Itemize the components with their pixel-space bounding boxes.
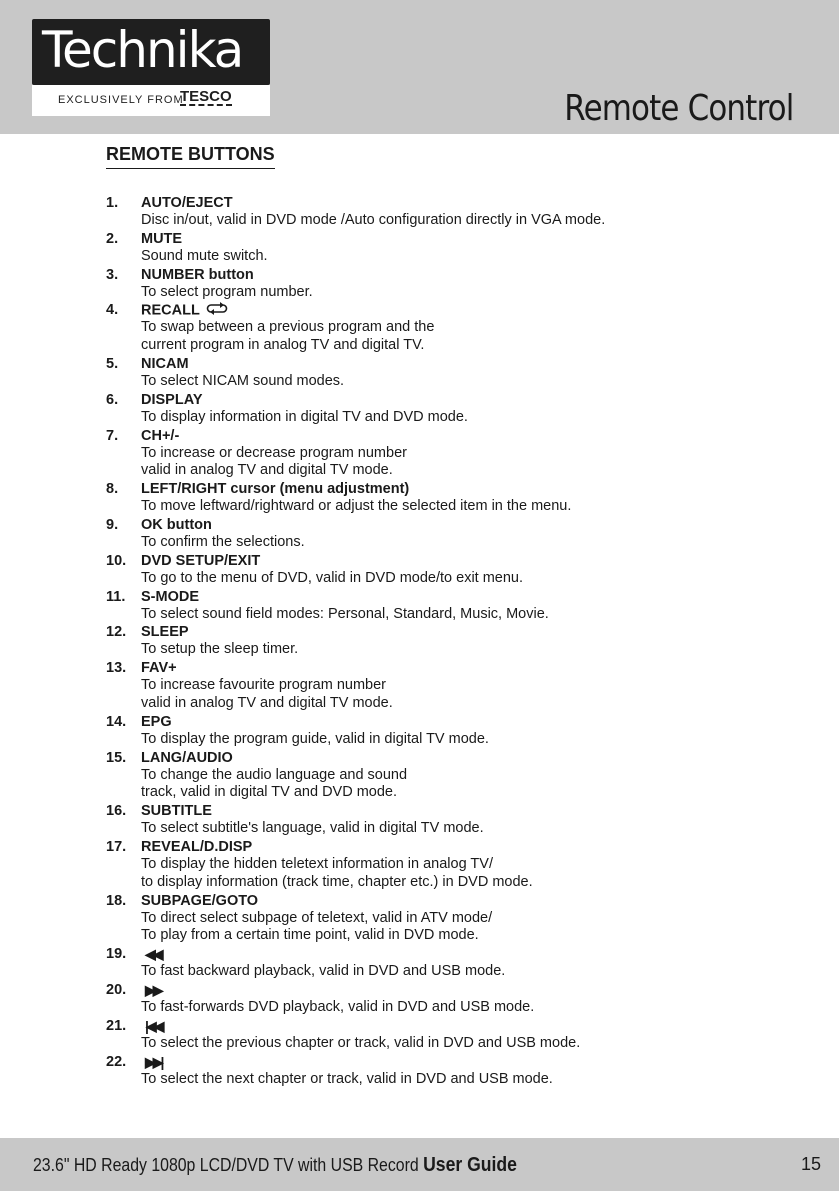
- item-description: To fast backward playback, valid in DVD and USB mode.: [141, 963, 506, 980]
- fast-forward-icon: ▶▶: [145, 981, 161, 998]
- item-number: 21.: [106, 1017, 127, 1034]
- item-title-row: [106, 194, 806, 212]
- item-name: [141, 266, 254, 284]
- item-name-text: RECALL: [141, 302, 200, 319]
- item-description: to display information (track time, chapter etc.) in DVD mode.: [141, 873, 533, 890]
- technika-logo: [32, 19, 270, 116]
- item-number: 18.: [106, 892, 127, 909]
- item-name: [141, 355, 189, 373]
- list-item: [106, 1053, 806, 1089]
- item-description: To direct select subpage of teletext, valid in ATV mode/: [141, 909, 493, 926]
- item-description: To select subtitle's language, valid in digital TV mode.: [141, 820, 484, 837]
- item-number: 17.: [106, 838, 127, 855]
- item-description: To setup the sleep timer.: [141, 641, 299, 658]
- item-description: To play from a certain time point, valid in DVD mode.: [141, 927, 479, 944]
- list-item: [106, 355, 806, 391]
- item-description: valid in analog TV and digital TV mode.: [141, 694, 393, 711]
- item-name-text: MUTE: [141, 230, 183, 247]
- item-title-row: [106, 802, 806, 820]
- item-title-row: [106, 230, 806, 248]
- item-name: [141, 623, 189, 641]
- item-name-text: EPG: [141, 713, 172, 730]
- next-chapter-icon: ▶▶|: [145, 1053, 162, 1070]
- item-title-row: [106, 623, 806, 641]
- logo-retailer-text: TESCO: [180, 88, 232, 105]
- item-number: 19.: [106, 946, 127, 963]
- item-name-text: LEFT/RIGHT cursor (menu adjustment): [141, 481, 410, 498]
- page-number: 15: [800, 1154, 821, 1174]
- item-name: [141, 194, 233, 212]
- item-description: To select the next chapter or track, valid in DVD and USB mode.: [141, 1070, 553, 1087]
- list-item: [106, 838, 806, 892]
- item-description: To go to the menu of DVD, valid in DVD mode/to exit menu.: [141, 569, 524, 586]
- list-item: [106, 623, 806, 659]
- item-description: To select program number.: [141, 283, 313, 300]
- item-description: Sound mute switch.: [141, 247, 268, 264]
- item-number: 13.: [106, 660, 127, 677]
- list-item: [106, 588, 806, 624]
- item-title-row: [106, 749, 806, 767]
- item-description: To move leftward/rightward or adjust the selected item in the menu.: [141, 498, 572, 515]
- item-title-row: [106, 659, 806, 677]
- item-name: [141, 427, 179, 445]
- item-number: 12.: [106, 624, 127, 641]
- item-title-row: [106, 427, 806, 445]
- list-item: [106, 516, 806, 552]
- item-number: 2.: [106, 230, 119, 247]
- item-number: 4.: [106, 302, 119, 319]
- item-title-row: [106, 713, 806, 731]
- item-name: [141, 230, 182, 248]
- item-title-row: [106, 480, 806, 498]
- logo-brand-text: Technika: [42, 21, 243, 79]
- item-description: To increase or decrease program number: [141, 444, 407, 461]
- item-description: current program in analog TV and digital TV.: [141, 337, 425, 354]
- item-title-row: [106, 391, 806, 409]
- item-title-row: [106, 266, 806, 284]
- fast-backward-icon: ◀◀: [145, 946, 161, 963]
- item-title-row: [106, 516, 806, 534]
- list-item: [106, 552, 806, 588]
- item-number: 7.: [106, 427, 119, 444]
- item-description: To change the audio language and sound: [141, 766, 408, 783]
- item-number: 16.: [106, 803, 127, 820]
- footer-band: [0, 1138, 839, 1191]
- item-description: To fast-forwards DVD playback, valid in DVD and USB mode.: [141, 998, 535, 1015]
- item-name: [141, 480, 409, 498]
- recall-icon: [206, 301, 228, 320]
- item-number: 6.: [106, 391, 119, 408]
- list-item: [106, 802, 806, 838]
- header-band: [0, 0, 839, 134]
- item-name-text: DISPLAY: [141, 391, 203, 408]
- item-title-row: [106, 981, 806, 999]
- item-name-text: SLEEP: [141, 624, 189, 641]
- list-item: [106, 266, 806, 302]
- logo-exclusive-text: EXCLUSIVELY FROM: [58, 94, 184, 106]
- item-number: 3.: [106, 266, 119, 283]
- item-number: 8.: [106, 481, 119, 498]
- item-number: 1.: [106, 195, 119, 211]
- section-heading: REMOTE BUTTONS: [106, 144, 275, 169]
- item-number: 15.: [106, 749, 127, 766]
- item-description: To select sound field modes: Personal, Standard, Music, Movie.: [141, 605, 549, 622]
- logo-top-panel: [32, 19, 270, 85]
- item-number: 10.: [106, 552, 127, 569]
- item-name: [141, 749, 233, 767]
- item-description: To swap between a previous program and the: [141, 319, 435, 336]
- item-name-text: OK button: [141, 516, 212, 533]
- item-number: 22.: [106, 1053, 127, 1070]
- footer-guide: User Guide: [423, 1154, 517, 1176]
- item-title-row: [106, 588, 806, 606]
- item-name-text: S-MODE: [141, 588, 199, 605]
- list-item: [106, 230, 806, 266]
- item-name-text: NUMBER button: [141, 266, 254, 283]
- footer-product: 23.6" HD Ready 1080p LCD/DVD TV with USB Record: [33, 1155, 419, 1175]
- item-description: track, valid in digital TV and DVD mode.: [141, 784, 398, 801]
- item-title-row: [106, 838, 806, 856]
- item-number: 9.: [106, 516, 119, 533]
- item-name-text: LANG/AUDIO: [141, 749, 233, 766]
- item-name-text: AUTO/EJECT: [141, 195, 233, 211]
- list-item: [106, 194, 806, 230]
- list-item: [106, 981, 806, 1017]
- list-item: [106, 892, 806, 946]
- list-item: [106, 713, 806, 749]
- item-name: [141, 838, 252, 856]
- item-name-text: CH+/-: [141, 427, 180, 444]
- list-item: [106, 301, 806, 355]
- item-name: [141, 659, 177, 677]
- page-title: Remote Control: [563, 88, 793, 129]
- list-item: [106, 659, 806, 713]
- item-name-text: SUBTITLE: [141, 803, 212, 820]
- item-name: [141, 588, 199, 606]
- item-title-row: [106, 1053, 806, 1071]
- item-description: To display the hidden teletext information in analog TV/: [141, 855, 493, 872]
- item-number: 14.: [106, 713, 127, 730]
- item-title-row: [106, 892, 806, 910]
- item-description: To display the program guide, valid in digital TV mode.: [141, 730, 489, 747]
- item-name: [141, 301, 228, 320]
- item-name: [141, 802, 212, 820]
- item-number: 20.: [106, 981, 127, 998]
- item-name: [141, 892, 258, 910]
- list-item: [106, 427, 806, 481]
- item-description: To select the previous chapter or track, valid in DVD and USB mode.: [141, 1034, 581, 1051]
- item-number: 5.: [106, 355, 119, 372]
- item-description: valid in analog TV and digital TV mode.: [141, 462, 393, 479]
- list-item: [106, 749, 806, 803]
- item-description: To confirm the selections.: [141, 533, 305, 550]
- item-number: 11.: [106, 588, 126, 605]
- item-name-text: DVD SETUP/EXIT: [141, 552, 261, 569]
- list-item: [106, 945, 806, 981]
- item-title-row: [106, 301, 806, 319]
- logo-bottom-panel: [32, 85, 270, 116]
- list-item: [106, 1017, 806, 1053]
- list-item: [106, 391, 806, 427]
- item-title-row: [106, 355, 806, 373]
- item-name-text: FAV+: [141, 660, 177, 677]
- remote-buttons-list: [106, 194, 806, 1088]
- item-description: To display information in digital TV and DVD mode.: [141, 408, 468, 425]
- item-description: Disc in/out, valid in DVD mode /Auto configuration directly in VGA mode.: [141, 212, 606, 228]
- item-name: [141, 391, 203, 409]
- item-name-text: SUBPAGE/GOTO: [141, 892, 259, 909]
- previous-chapter-icon: |◀◀: [145, 1017, 162, 1034]
- list-item: [106, 480, 806, 516]
- item-name: [141, 552, 260, 570]
- item-title-row: [106, 1017, 806, 1035]
- item-description: To increase favourite program number: [141, 677, 387, 694]
- item-name-text: REVEAL/D.DISP: [141, 838, 253, 855]
- item-name-text: NICAM: [141, 355, 189, 372]
- footer-product-text: [33, 1154, 517, 1177]
- item-title-row: [106, 945, 806, 963]
- item-description: To select NICAM sound modes.: [141, 372, 345, 389]
- item-name: [141, 713, 172, 731]
- item-title-row: [106, 552, 806, 570]
- item-name: [141, 516, 212, 534]
